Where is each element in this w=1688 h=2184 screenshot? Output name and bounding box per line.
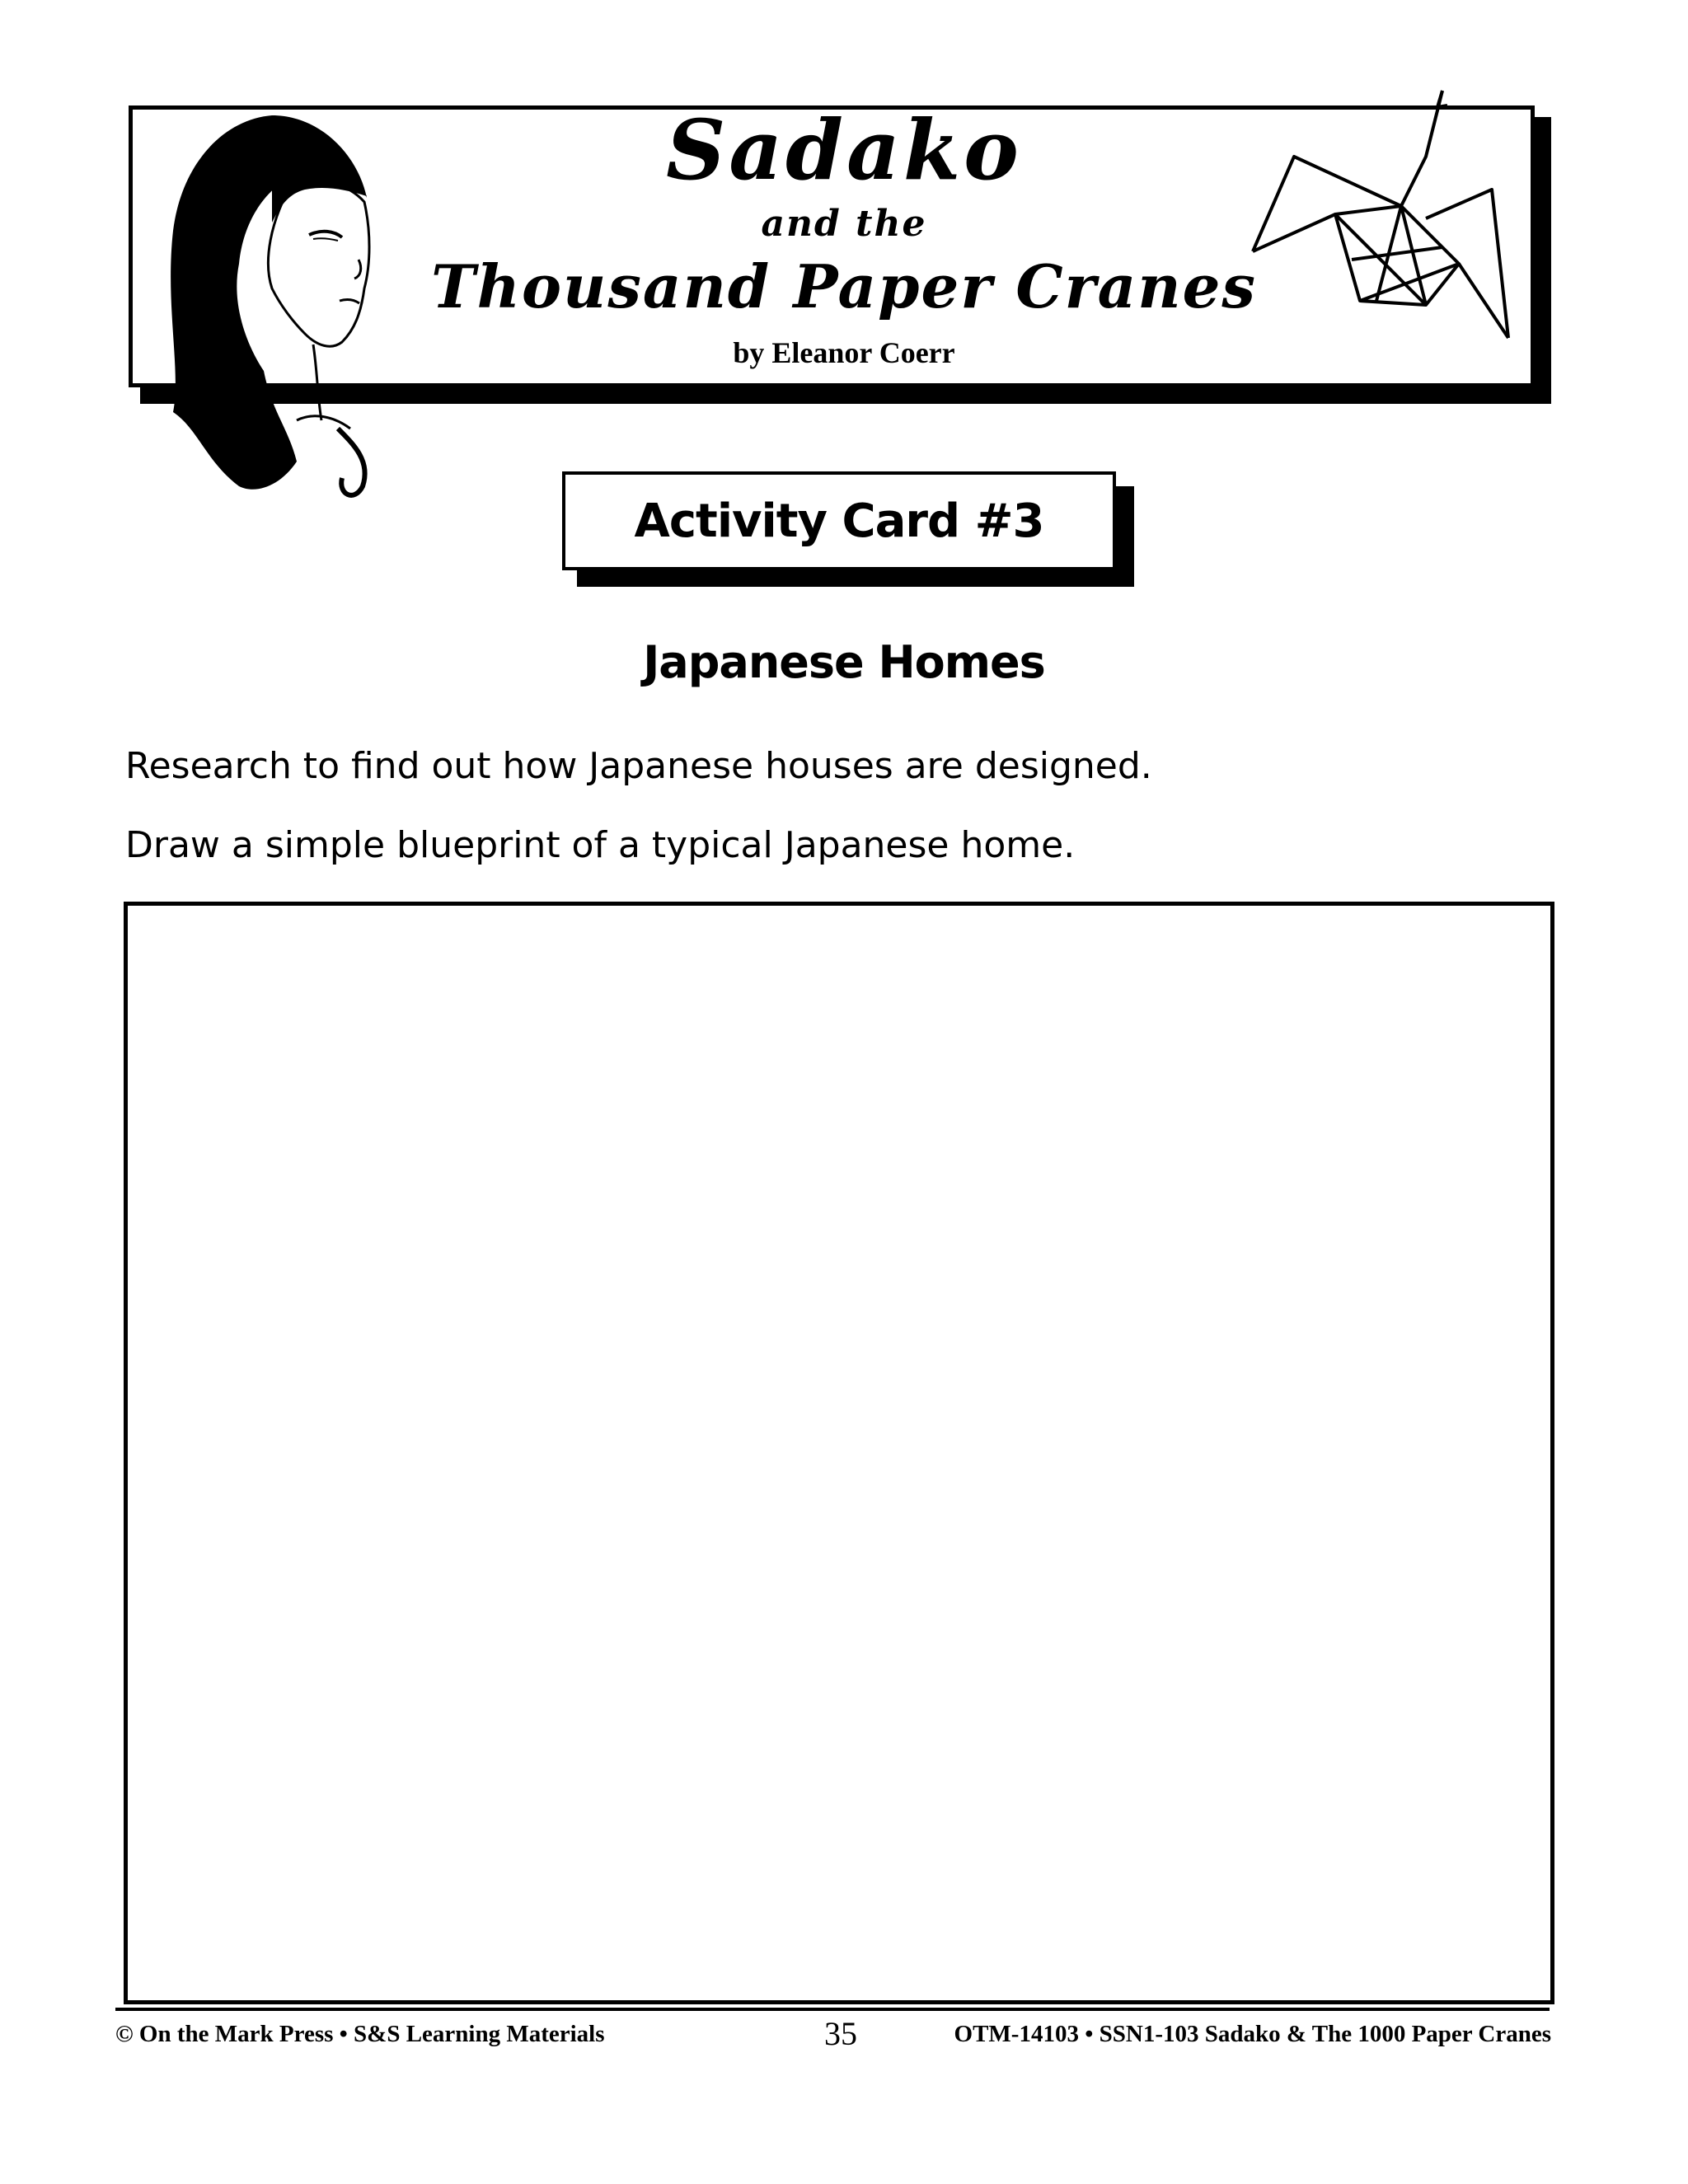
page-number: 35 [824, 2015, 857, 2052]
book-title-connector: and the [761, 203, 927, 245]
blueprint-drawing-area[interactable] [124, 902, 1554, 2004]
book-title: Sadako [666, 101, 1022, 199]
footer-product-code: OTM-14103 • SSN1-103 Sadako & The 1000 Paper Cranes [954, 2021, 1551, 2047]
section-heading: Japanese Homes [643, 636, 1045, 688]
footer-publisher: © On the Mark Press • S&S Learning Materials [115, 2021, 605, 2047]
book-author: by Eleanor Coerr [733, 336, 955, 369]
instruction-line: Draw a simple blueprint of a typical Japanese home. [125, 824, 1076, 866]
footer-divider [115, 2008, 1550, 2011]
instruction-line: Research to find out how Japanese houses are designed. [125, 745, 1152, 787]
activity-card-label: Activity Card #3 [562, 471, 1116, 570]
book-subtitle: Thousand Paper Cranes [431, 251, 1257, 321]
